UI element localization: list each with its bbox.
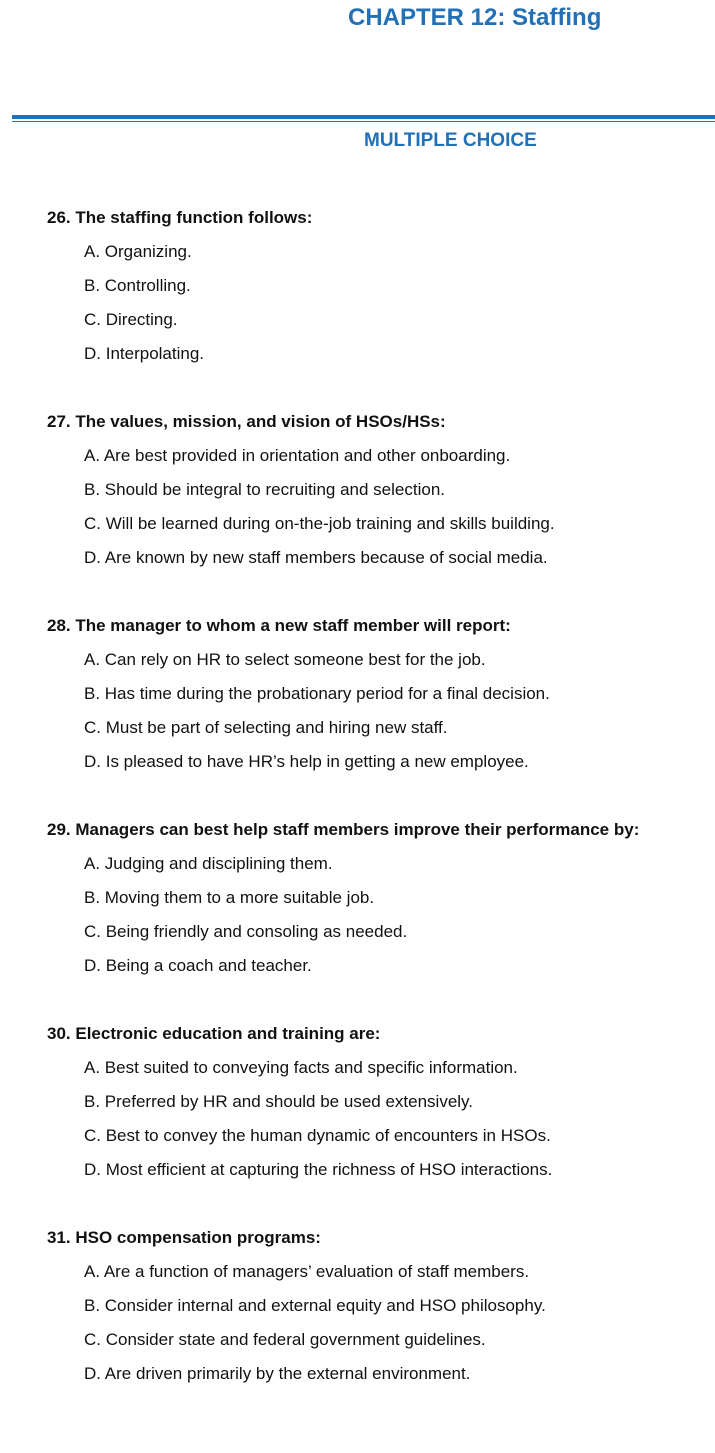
question-26 [47, 204, 707, 408]
answer-option-a: A. Organizing. [84, 242, 192, 261]
question-31 [47, 1224, 707, 1428]
answer-option-d: D. Interpolating. [84, 344, 205, 363]
answer-option-d: D. Most efficient at capturing the richness of HSO interactions. [84, 1160, 553, 1179]
header-rule-thin [12, 121, 715, 122]
answer-option-a: A. Best suited to conveying facts and specific information. [84, 1058, 518, 1077]
answer-option-b: B. Has time during the probationary period for a final decision. [84, 684, 550, 703]
answer-option-a: A. Are a function of managers’ evaluation of staff members. [84, 1262, 530, 1281]
answer-option-b: B. Should be integral to recruiting and selection. [84, 480, 446, 499]
answer-option-b: B. Controlling. [84, 276, 191, 295]
answer-option-b: B. Preferred by HR and should be used extensively. [84, 1092, 474, 1111]
question-30 [47, 1020, 707, 1224]
question-stem: 29. Managers can best help staff members improve their performance by: [47, 820, 640, 839]
answer-option-d: D. Are known by new staff members because of social media. [84, 548, 548, 567]
answer-option-c: C. Must be part of selecting and hiring new staff. [84, 718, 448, 737]
question-28 [47, 612, 707, 816]
answer-option-d: D. Are driven primarily by the external environment. [84, 1364, 471, 1383]
answer-option-c: C. Best to convey the human dynamic of encounters in HSOs. [84, 1126, 551, 1145]
question-27 [47, 408, 707, 612]
answer-option-b: B. Consider internal and external equity and HSO philosophy. [84, 1296, 546, 1315]
answer-option-c: C. Being friendly and consoling as needed. [84, 922, 408, 941]
question-stem: 28. The manager to whom a new staff member will report: [47, 616, 511, 635]
question-stem: 26. The staffing function follows: [47, 208, 313, 227]
answer-option-a: A. Can rely on HR to select someone best for the job. [84, 650, 486, 669]
question-29 [47, 816, 707, 1020]
answer-option-c: C. Will be learned during on-the-job training and skills building. [84, 514, 555, 533]
question-stem: 31. HSO compensation programs: [47, 1228, 321, 1247]
question-list [47, 204, 707, 1428]
answer-option-c: C. Directing. [84, 310, 178, 329]
answer-option-d: D. Being a coach and teacher. [84, 956, 312, 975]
header-rule-thick [12, 115, 715, 119]
answer-option-b: B. Moving them to a more suitable job. [84, 888, 375, 907]
answer-option-a: A. Judging and disciplining them. [84, 854, 333, 873]
section-heading: MULTIPLE CHOICE [364, 130, 537, 151]
question-stem: 30. Electronic education and training are: [47, 1024, 381, 1043]
question-stem: 27. The values, mission, and vision of HSOs/HSs: [47, 412, 446, 431]
answer-option-c: C. Consider state and federal government guidelines. [84, 1330, 486, 1349]
chapter-title: CHAPTER 12: Staffing [348, 4, 602, 31]
answer-option-a: A. Are best provided in orientation and other onboarding. [84, 446, 511, 465]
answer-option-d: D. Is pleased to have HR’s help in getting a new employee. [84, 752, 529, 771]
